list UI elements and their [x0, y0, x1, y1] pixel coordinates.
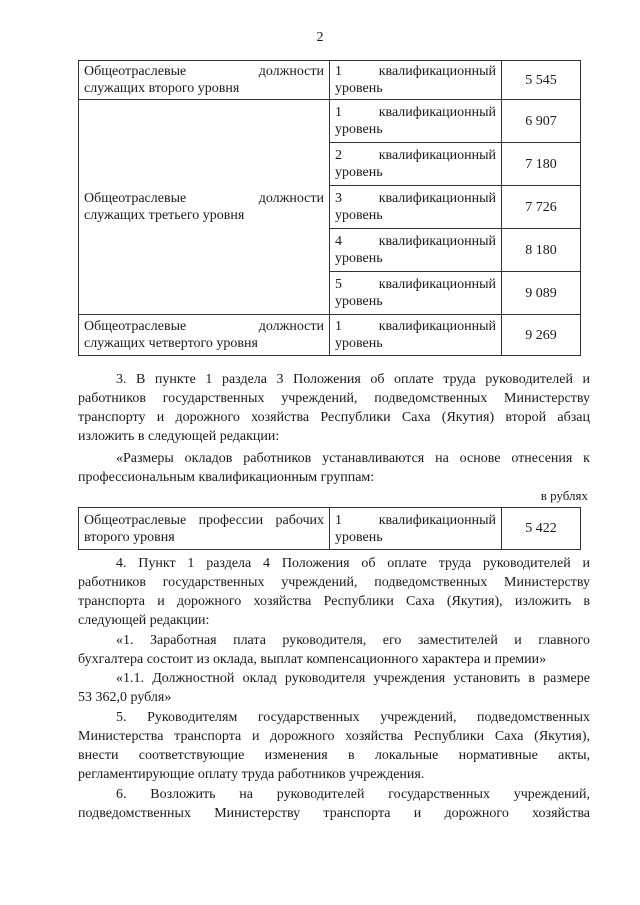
level-cell: 5 квалификационный уровень: [330, 272, 502, 315]
unit-label: в рублях: [540, 488, 588, 503]
group-cell: Общеотраслевые должности служащих четвертого уровня: [79, 315, 330, 356]
page-number: 2: [316, 30, 324, 45]
level-cell: 1 квалификационный уровень: [330, 61, 502, 100]
amount-cell: 9 089: [502, 272, 581, 315]
group-cell: Общеотраслевые профессии рабочих второго уровня: [79, 508, 330, 550]
amount-cell: 7 726: [502, 186, 581, 229]
amount-cell: 6 907: [502, 100, 581, 143]
level-cell: 2 квалификационный уровень: [330, 143, 502, 186]
amount-cell: 5 422: [502, 508, 581, 550]
table-row: [79, 61, 581, 100]
salary-table-workers: [78, 507, 581, 550]
group-cell: Общеотраслевые должности служащих второго уровня: [79, 61, 330, 100]
salary-table-employees: [78, 60, 581, 356]
level-cell: 3 квалификационный уровень: [330, 186, 502, 229]
table-row: [79, 315, 581, 356]
paragraph-4: 4. Пункт 1 раздела 4 Положения об оплате труда руководителей и работников государственных учреждений, подведомственных Министерству транспорта и дорожного хозяйства Республики Саха (Якутия), изложить в следующей редакции:: [78, 556, 590, 628]
table-row: [79, 100, 581, 143]
paragraph-3: 3. В пункте 1 раздела 3 Положения об оплате труда руководителей и работников государственных учреждений, подведомственных Министерству транспорту и дорожного хозяйства Республики Саха (Якутия) второй абзац изложить в следующей редакции:: [78, 372, 590, 444]
amount-cell: 7 180: [502, 143, 581, 186]
quote-head-official-salary: «1.1. Должностной оклад руководителя учреждения установить в размере 53 362,0 рубля»: [78, 671, 590, 705]
paragraph-5: 5. Руководителям государственных учреждений, подведомственных Министерства транспорта и дорожного хозяйства Республики Саха (Якутия), внести соответствующие изменения в локальные нормативные акты, регламентирующие оплату труда работников учреждения.: [78, 710, 590, 782]
level-cell: 1 квалификационный уровень: [330, 315, 502, 356]
quote-salary-groups: «Размеры окладов работников устанавливаются на основе отнесения к профессиональным квалификационным группам:: [78, 451, 590, 485]
level-cell: 1 квалификационный уровень: [330, 508, 502, 550]
group-cell: Общеотраслевые должности служащих третьего уровня: [79, 100, 330, 315]
amount-cell: 8 180: [502, 229, 581, 272]
table-row: [79, 508, 581, 550]
amount-cell: 9 269: [502, 315, 581, 356]
level-cell: 1 квалификационный уровень: [330, 100, 502, 143]
amount-cell: 5 545: [502, 61, 581, 100]
paragraph-6: 6. Возложить на руководителей государственных учреждений, подведомственных Министерству транспорта и дорожного хозяйства: [78, 787, 590, 821]
quote-head-salary: «1. Заработная плата руководителя, его заместителей и главного бухгалтера состоит из оклада, выплат компенсационного характера и премии»: [78, 633, 590, 667]
level-cell: 4 квалификационный уровень: [330, 229, 502, 272]
